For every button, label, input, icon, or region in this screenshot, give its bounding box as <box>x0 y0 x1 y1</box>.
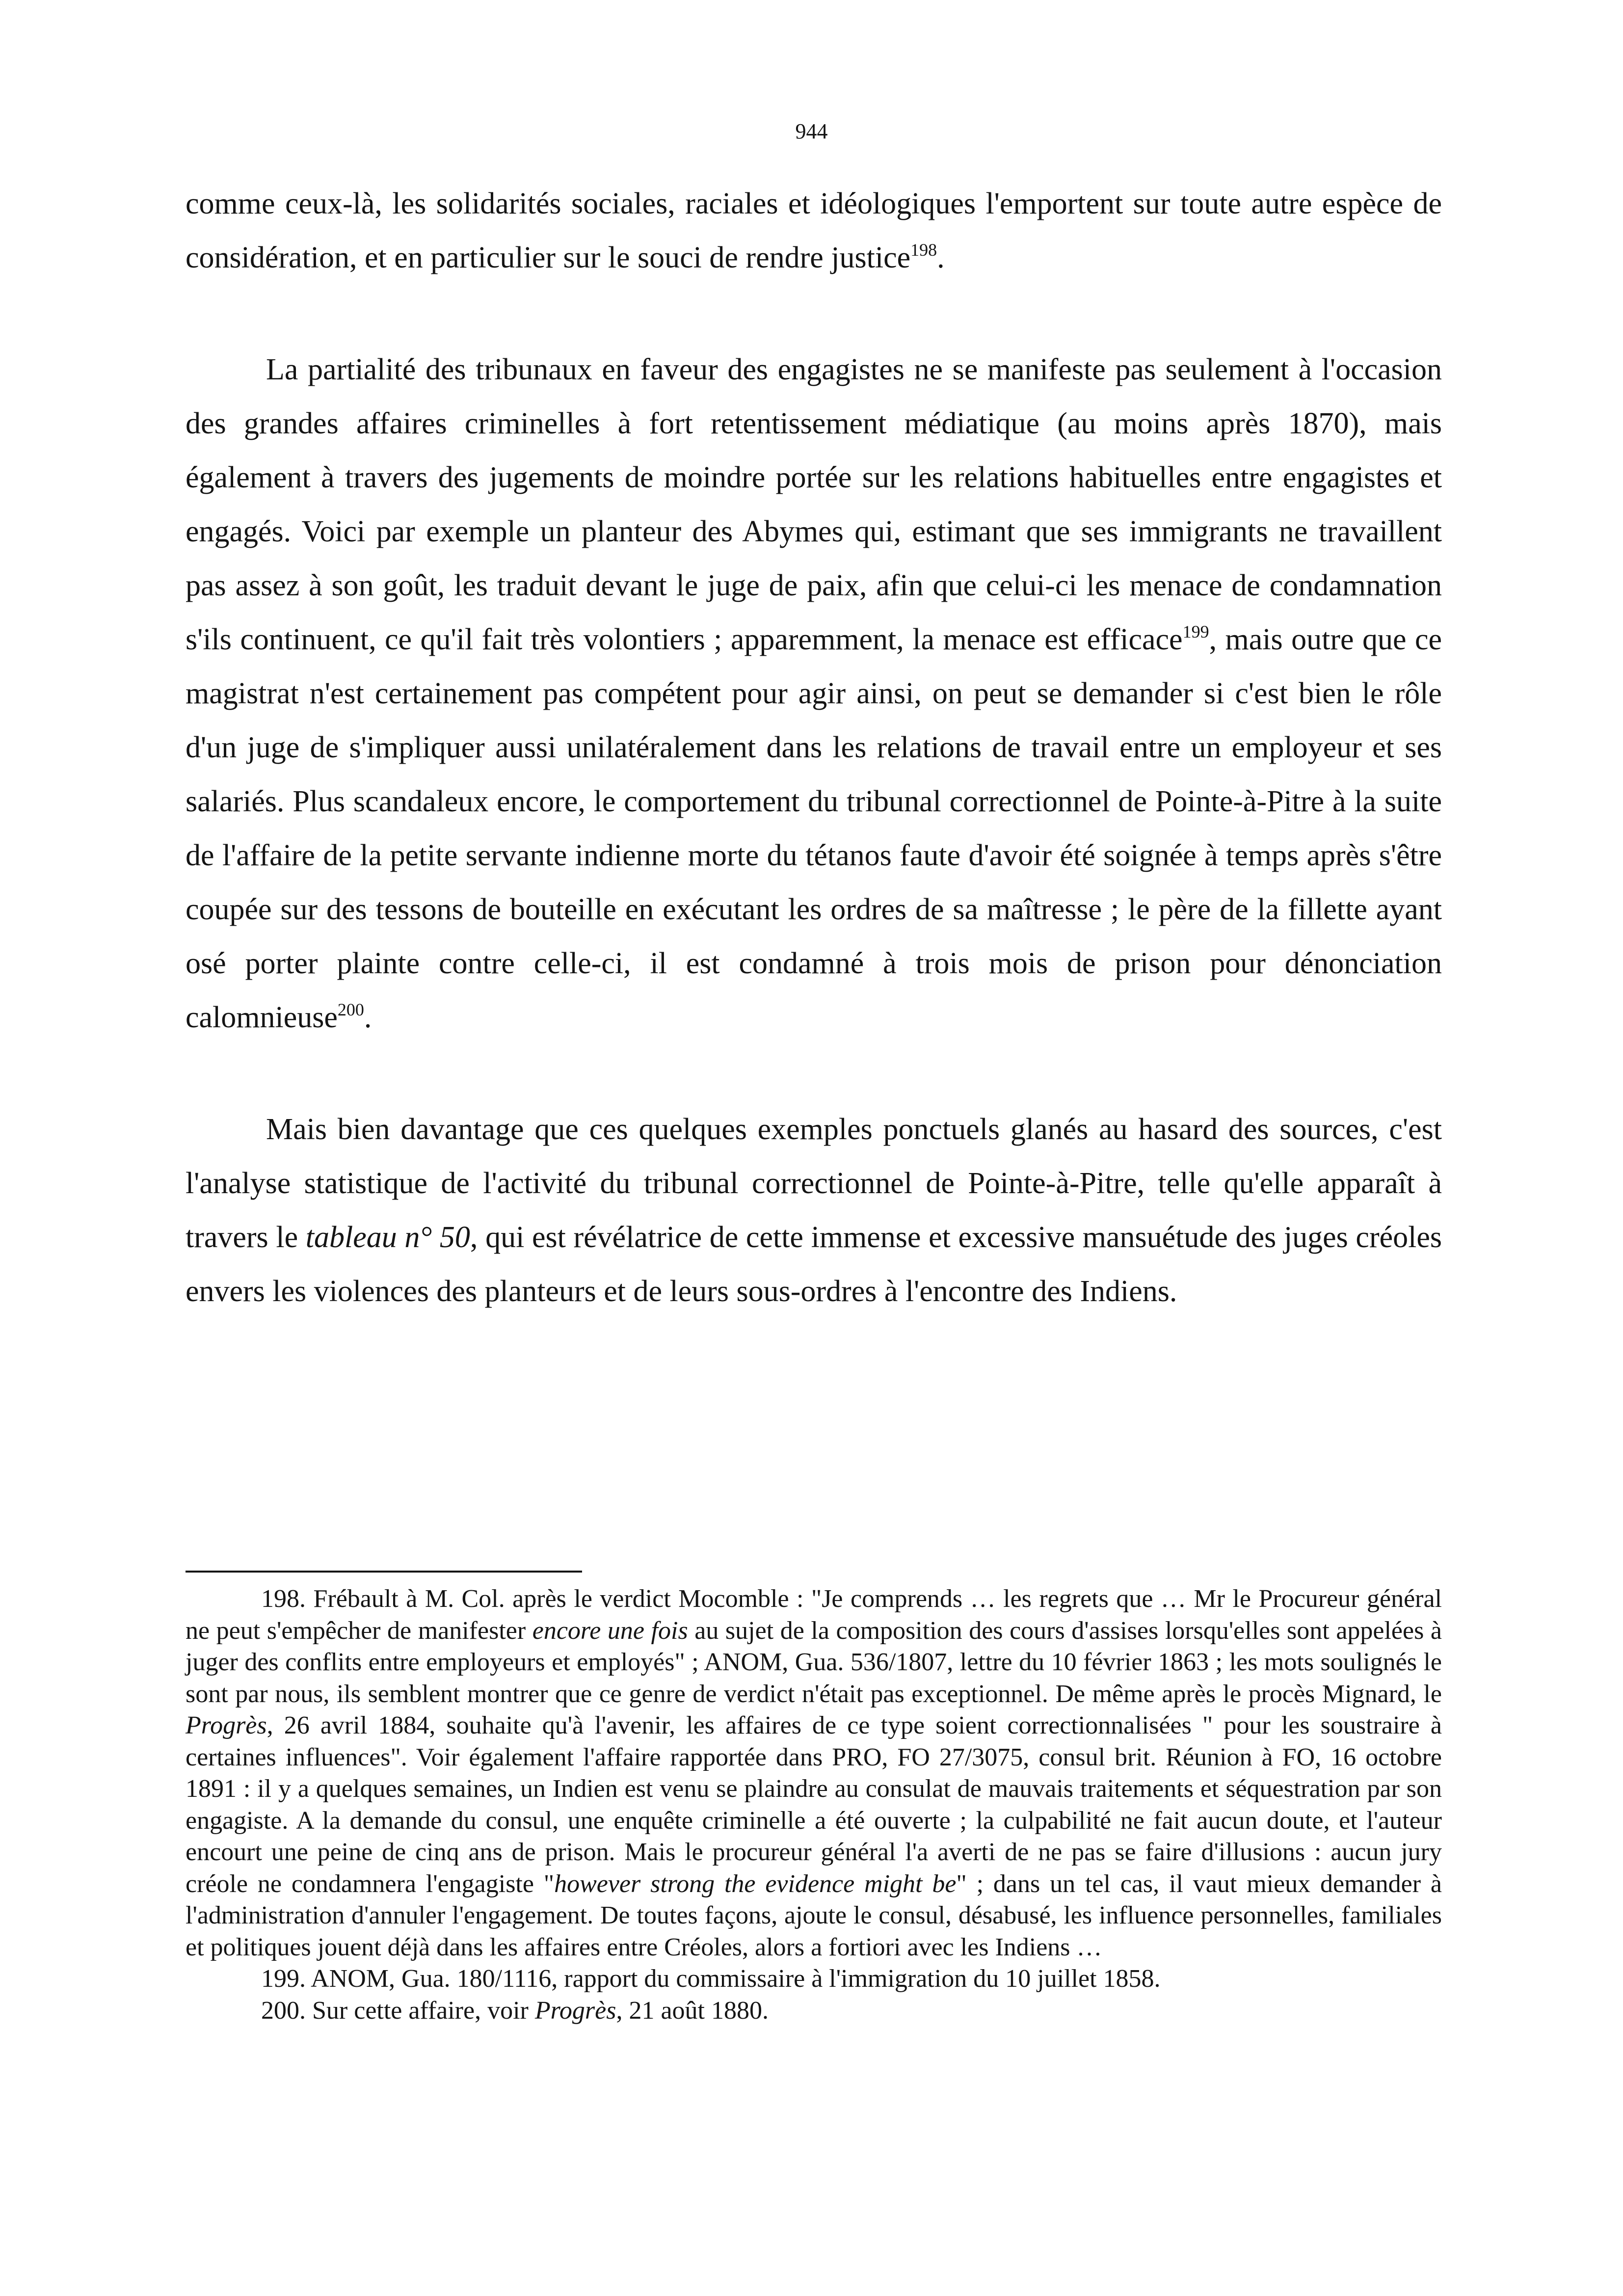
footnote-199: 199. ANOM, Gua. 180/1116, rapport du commissaire à l'immigration du 10 juillet 1858. <box>261 1965 1161 1993</box>
page-number: 944 <box>795 119 828 143</box>
table-reference: tableau n° 50 <box>305 1221 470 1254</box>
footnote-separator <box>186 1571 582 1573</box>
paragraph-1: comme ceux-là, les solidarités sociales, raciales et idéologiques l'emportent sur toute autre espèce de considération, et en particulier sur le souci de rendre justice$^{198}$. <box>186 187 1442 274</box>
footnote-200: 200. Sur cette affaire, voir Progrès, 21 août 1880. <box>261 1996 769 2025</box>
paragraph-2: La partialité des tribunaux en faveur des engagistes ne se manifeste pas seulement à l'occasion des grandes affaires criminelles à fort retentissement médiatique (au moins après 1870), mais également à travers des jugements de moindre portée sur les relations habituelles entre engagistes et engagés. Voici par exemple un planteur des Abymes qui, estimant que ses immigrants ne travaillent pas assez à son goût, les traduit devant le juge de paix, afin que celui-ci les menace de condamnation s'ils continuent, ce qu'il fait très volontiers ; apparemment, la menace est efficace$^{199}$, mais outre que ce magistrat n'est certainement pas compétent pour agir ainsi, on peut se demander si c'est bien le rôle d'un juge de s'impliquer aussi unilatéralement dans les relations de travail entre un employeur et ses salariés. Plus scandaleux encore, le comportement du tribunal correctionnel de Pointe-à-Pitre à la suite de l'affaire de la petite servante indienne morte du tétanos faute d'avoir été soignée à temps après s'être coupée sur des tessons de bouteille en exécutant les ordres de sa maîtresse ; le père de la fillette ayant osé porter plainte contre celle-ci, il est condamné à trois mois de prison pour dénonciation calomnieuse$^{200}$. <box>186 353 1442 1034</box>
footnote-ref-200[interactable]: 200 <box>337 1000 364 1019</box>
footnote-198: 198. Frébault à M. Col. après le verdict Mocomble : "Je comprends … les regrets que … Mr le Procureur général ne peut s'empêcher de manifester encore une fois au sujet de la composition des cours d'assises lorsqu'elles sont appelées à juger des conflits entre employeurs et employés" ; ANOM, Gua. 536/1807, lettre du 10 février 1863 ; les mots soulignés le sont par nous, ils semblent montrer que ce genre de verdict n'était pas exceptionnel. De même après le procès Mignard, le Progrès, 26 avril 1884, souhaite qu'à l'avenir, les affaires de ce type soient correctionnalisées " pour les soustraire à certaines influences". Voir également l'affaire rapportée dans PRO, FO 27/3075, consul brit. Réunion à FO, 16 octobre 1891 : il y a quelques semaines, un Indien est venu se plaindre au consulat de mauvais traitements et séquestration par son engagiste. A la demande du consul, une enquête criminelle a été ouverte ; la culpabilité ne fait aucun doute, et l'auteur encourt une peine de cinq ans de prison. Mais le procureur général l'a averti de ne pas se faire d'illusions : aucun jury créole ne condamnera l'engagiste "however strong the evidence might be" ; dans un tel cas, il vaut mieux demander à l'administration d'annuler l'engagement. De toutes façons, ajoute le consul, désabusé, les influence personnelles, familiales et politiques jouent déjà dans les affaires entre Créoles, alors a fortiori avec les Indiens … <box>186 1585 1442 1961</box>
footnotes <box>186 1583 1442 2027</box>
footnote-ref-198[interactable]: 198 <box>910 240 937 260</box>
footnote-ref-199[interactable]: 199 <box>1182 622 1209 641</box>
main-text <box>186 177 1442 1318</box>
paragraph-3: Mais bien davantage que ces quelques exemples ponctuels glanés au hasard des sources, c'est l'analyse statistique de l'activité du tribunal correctionnel de Pointe-à-Pitre, telle qu'elle apparaît à travers le tableau n° 50, qui est révélatrice de cette immense et excessive mansuétude des juges créoles envers les violences des planteurs et de leurs sous-ordres à l'encontre des Indiens. <box>186 1113 1442 1308</box>
